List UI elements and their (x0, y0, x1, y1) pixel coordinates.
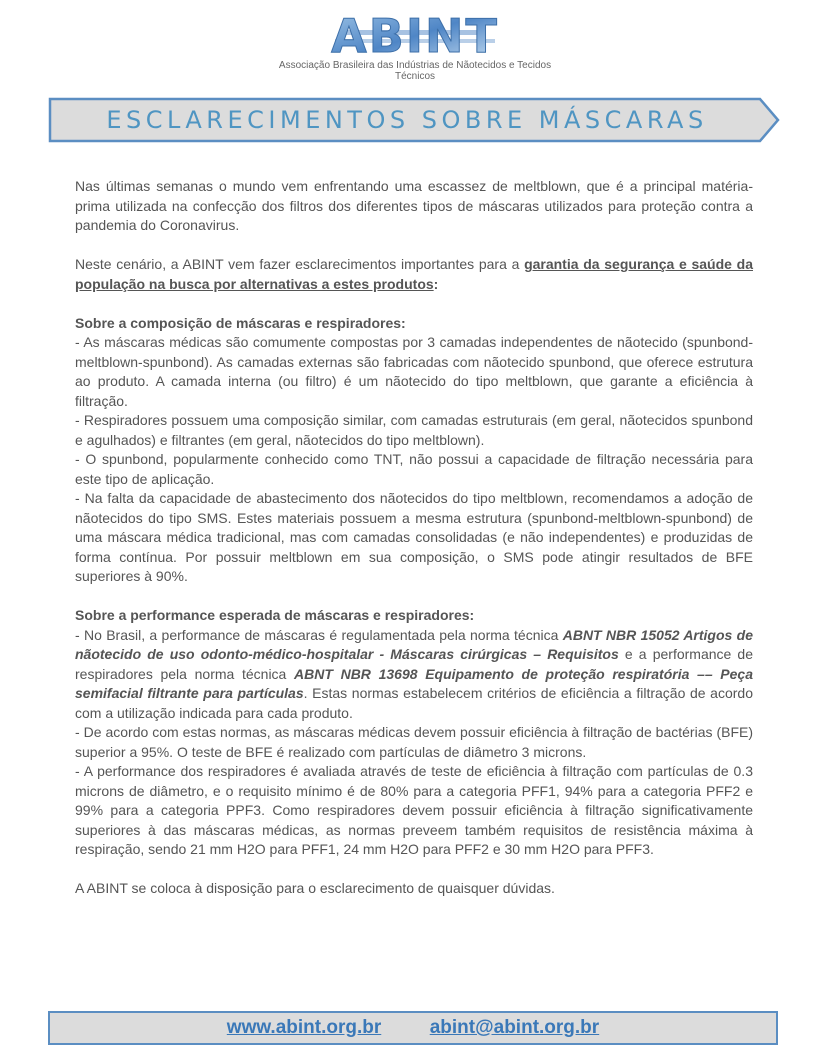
list-item: - A performance dos respiradores é avaliada através de teste de eficiência à filtração com partículas de 0.3 microns de diâmetro, e o requisito mínimo é de 80% para a categoria PFF1, 94% para a categoria PFF2 e 99% para a categoria PPF3. Como respiradores devem possuir eficiência à filtração significativamente superiores à das máscaras médicas, as normas preveem também requisitos de resistência máxima à respiração, sendo 21 mm H2O para PFF1, 24 mm H2O para PFF2 e 30 mm H2O para PFF3. (75, 763, 753, 857)
list-item: - As máscaras médicas são comumente compostas por 3 camadas independentes de nãotecido (spunbond-meltblown-spunbond). As camadas externas são fabricadas com nãotecido spunbond, que oferece estrutura ao produto. A camada interna (ou filtro) é um nãotecido do tipo meltblown, que garante a eficiência à filtração. (75, 334, 753, 409)
norm-reference: ABNT NBR 13698 Equipamento de proteção respiratória –– Peça semifacial filtrante para partículas (75, 665, 753, 701)
email-link[interactable]: abint@abint.org.br (429, 1017, 600, 1038)
highlighted-phrase: garantia da segurança e saúde da população na busca por alternativas a estes produtos (75, 256, 753, 292)
list-item: - No Brasil, a performance de máscaras é regulamentada pela norma técnica ABNT NBR 15052 Artigos de nãotecido de uso odonto-médico-hospitalar - Máscaras cirúrgicas – Requisitos e a performance de respiradores pela norma técnica ABNT NBR 13698 Equipamento de proteção respiratória –– Peça semifacial filtrante para partículas. Estas normas estabelecem critérios de eficiência a filtração de acordo com a utilização indicada para cada produto. (75, 626, 753, 721)
svg-text:ABINT: ABINT (331, 9, 499, 60)
intro-paragraph: Nas últimas semanas o mundo vem enfrentando uma escassez de meltblown, que é a principal matéria-prima utilizada na confecção dos filtros dos diferentes tipos de máscaras utilizados para proteção contra a pandemia do Coronavirus. (75, 178, 753, 233)
abint-logo-icon (315, 8, 515, 60)
page-title: ESCLARECIMENTOS SOBRE MÁSCARAS (106, 106, 708, 134)
website-link[interactable]: www.abint.org.br (226, 1017, 382, 1038)
title-banner (48, 97, 782, 143)
closing-paragraph: A ABINT se coloca à disposição para o esclarecimento de quaisquer dúvidas. (75, 880, 555, 896)
list-item: - Respiradores possuem uma composição similar, com camadas estruturais (em geral, nãotecidos spunbond e agulhados) e filtrantes (em geral, nãotecidos do tipo meltblown). (75, 412, 753, 448)
list-item: - De acordo com estas normas, as máscaras médicas devem possuir eficiência à filtração de bactérias (BFE) superior a 95%. O teste de BFE é realizado com partículas de diâmetro 3 microns. (75, 724, 753, 760)
footer-bar (48, 1011, 778, 1045)
abint-logo (270, 8, 560, 88)
list-item: - O spunbond, popularmente conhecido como TNT, não possui a capacidade de filtração necessária para este tipo de aplicação. (75, 451, 753, 487)
list-item: - Na falta da capacidade de abastecimento dos nãotecidos do tipo meltblown, recomendamos a adoção de nãotecidos do tipo SMS. Estes materiais possuem a mesma estrutura (spunbond-meltblown-spunbond) de uma máscara médica tradicional, mas com camadas consolidadas (e não independentes) e produzidas de forma contínua. Por possuir meltblown em sua composição, o SMS pode atingir resultados de BFE superiores à 90%. (75, 490, 753, 584)
section-heading: Sobre a composição de máscaras e respiradores: (75, 314, 406, 331)
document-body (75, 177, 753, 899)
section-heading: Sobre a performance esperada de máscaras e respiradores: (75, 607, 475, 623)
norm-reference: ABNT NBR 15052 Artigos de nãotecido de uso odonto-médico-hospitalar - Máscaras cirúrgicas – Requisitos (75, 626, 753, 662)
intro-paragraph-2: Neste cenário, a ABINT vem fazer esclarecimentos importantes para a garantia da segurança e saúde da população na busca por alternativas a estes produtos: (75, 256, 753, 292)
logo-subtitle: Associação Brasileira das Indústrias de Nãotecidos e Tecidos Técnicos (278, 60, 552, 82)
